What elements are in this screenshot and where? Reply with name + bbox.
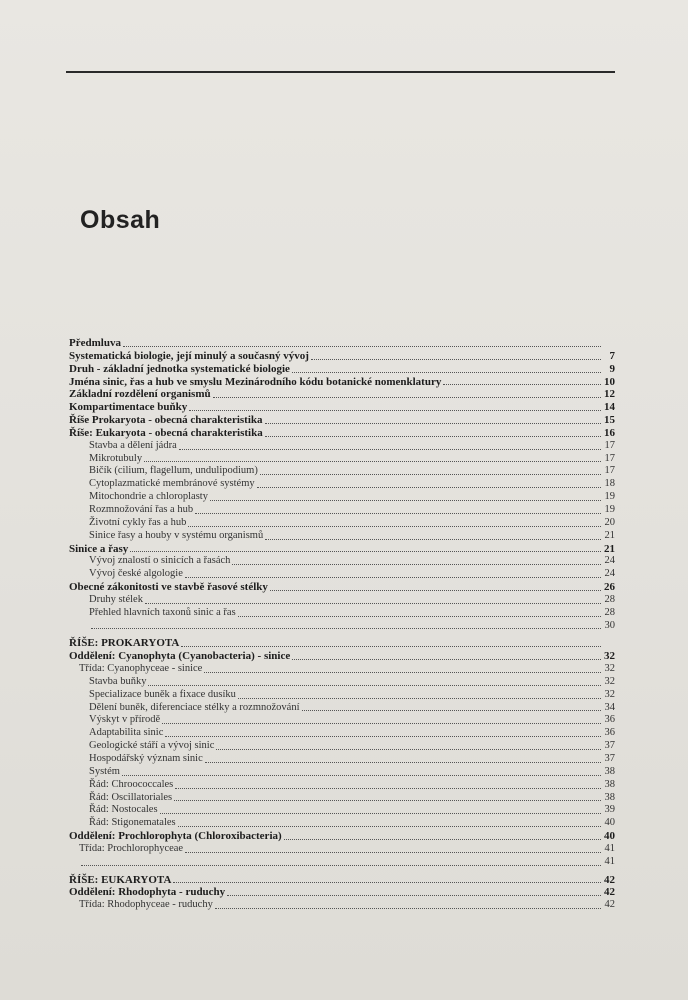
toc-entry-title: Mitochondrie a chloroplasty bbox=[89, 491, 208, 503]
toc-entry bbox=[69, 414, 615, 427]
toc-entry-title: Třída: Cyanophyceae - sinice bbox=[79, 663, 203, 675]
toc-leader-dots bbox=[257, 487, 601, 488]
toc-entry-page: 42 bbox=[604, 873, 615, 886]
toc-entry-page: 32 bbox=[604, 675, 615, 687]
toc-entry-title: Specializace buněk a fixace dusíku bbox=[89, 688, 236, 700]
toc-entry bbox=[69, 465, 615, 478]
toc-leader-dots bbox=[265, 423, 602, 424]
toc-entry-page: 17 bbox=[604, 452, 615, 464]
toc-entry bbox=[69, 843, 615, 856]
toc-entry-page: 17 bbox=[604, 439, 615, 451]
toc-entry-title: Životní cykly řas a hub bbox=[89, 516, 187, 528]
toc-leader-dots bbox=[216, 749, 601, 750]
toc-leader-dots bbox=[311, 359, 601, 360]
toc-entry-title: Bičík (cilium, flagellum, undulipodium) bbox=[89, 465, 258, 477]
toc-leader-dots bbox=[175, 788, 601, 789]
toc-entry bbox=[69, 727, 615, 740]
toc-leader-dots bbox=[238, 698, 601, 699]
toc-entry bbox=[69, 899, 615, 912]
toc-entry-page: 14 bbox=[604, 401, 615, 414]
toc-entry bbox=[69, 350, 615, 363]
toc-entry-title: Dělení buněk, diferenciace stélky a rozmnožování bbox=[89, 701, 300, 713]
toc-leader-dots bbox=[238, 616, 601, 617]
toc-leader-dots bbox=[123, 346, 601, 347]
toc-entry bbox=[69, 702, 615, 715]
toc-entry-page: 36 bbox=[604, 727, 615, 739]
toc-leader-dots bbox=[178, 826, 601, 827]
toc-entry-title: Sinice řasy a houby v systému organismů bbox=[89, 529, 264, 541]
toc-entry-title: Sinice a řasy bbox=[69, 542, 129, 555]
toc-entry-page: 16 bbox=[604, 426, 615, 439]
toc-entry bbox=[69, 804, 615, 817]
toc-leader-dots bbox=[260, 474, 601, 475]
toc-entry-page: 9 bbox=[609, 362, 615, 375]
toc-entry bbox=[69, 792, 615, 805]
toc-entry bbox=[69, 517, 615, 530]
toc-leader-dots bbox=[130, 551, 601, 552]
toc-entry-page: 21 bbox=[604, 542, 615, 555]
toc-entry-title: Kompartimentace buňky bbox=[69, 401, 188, 414]
toc-entry bbox=[69, 766, 615, 779]
toc-entry bbox=[69, 607, 615, 620]
toc-entry bbox=[69, 817, 615, 830]
toc-entry-title: Řád: Oscillatoriales bbox=[89, 791, 173, 803]
toc-entry bbox=[69, 650, 615, 663]
toc-leader-dots bbox=[81, 865, 601, 866]
toc-leader-dots bbox=[181, 646, 601, 647]
toc-leader-dots bbox=[145, 603, 601, 604]
toc-leader-dots bbox=[232, 564, 601, 565]
toc-entry-page: 40 bbox=[604, 830, 615, 843]
toc-entry bbox=[69, 337, 615, 350]
toc-entry-page: 19 bbox=[604, 503, 615, 515]
toc-leader-dots bbox=[195, 513, 601, 514]
toc-entry-page: 21 bbox=[604, 529, 615, 541]
toc-entry-title: Říše: Eukaryota - obecná charakteristika bbox=[69, 426, 263, 439]
toc-entry bbox=[69, 676, 615, 689]
toc-entry-page: 24 bbox=[604, 555, 615, 567]
toc-entry-title: Vývoj české algologie bbox=[89, 568, 183, 580]
toc-entry-title: Geologické stáří a vývoj sinic bbox=[89, 740, 215, 752]
toc-entry bbox=[69, 594, 615, 607]
toc-entry bbox=[69, 886, 615, 899]
toc-entry-page: 42 bbox=[604, 899, 615, 911]
toc-entry-title: Stavba a dělení jádra bbox=[89, 439, 177, 451]
toc-entry bbox=[69, 491, 615, 504]
toc-entry-title: Obecné zákonitosti ve stavbě řasové stélky bbox=[69, 581, 268, 594]
toc-entry-page: 28 bbox=[604, 593, 615, 605]
toc-entry-page: 38 bbox=[604, 778, 615, 790]
toc-entry bbox=[69, 714, 615, 727]
toc-entry-page: 41 bbox=[604, 855, 615, 867]
toc-entry bbox=[69, 856, 615, 869]
toc-entry bbox=[69, 440, 615, 453]
toc-entry bbox=[69, 581, 615, 594]
toc-entry bbox=[69, 363, 615, 376]
toc-leader-dots bbox=[185, 852, 601, 853]
toc-leader-dots bbox=[148, 685, 601, 686]
toc-entry-title: Řád: Stigonematales bbox=[89, 817, 176, 829]
toc-leader-dots bbox=[215, 908, 601, 909]
toc-leader-dots bbox=[205, 762, 601, 763]
toc-entry-title: ŘÍŠE: PROKARYOTA bbox=[69, 637, 180, 650]
toc-leader-dots bbox=[173, 882, 601, 883]
toc-entry bbox=[69, 620, 615, 633]
toc-entry-title: Výskyt v přírodě bbox=[89, 714, 161, 726]
toc-leader-dots bbox=[174, 800, 601, 801]
toc-entry-title: Řád: Chroococcales bbox=[89, 778, 174, 790]
toc-entry-title: Stavba buňky bbox=[89, 675, 147, 687]
toc-entry-page: 12 bbox=[604, 388, 615, 401]
toc-leader-dots bbox=[284, 839, 601, 840]
toc-entry-page: 41 bbox=[604, 842, 615, 854]
toc-entry-title: Hospodářský význam sinic bbox=[89, 753, 203, 764]
toc-leader-dots bbox=[265, 436, 601, 437]
toc-entry-title: Mikrotubuly bbox=[89, 452, 143, 464]
toc-leader-dots bbox=[189, 410, 601, 411]
toc-entry bbox=[69, 689, 615, 702]
toc-entry bbox=[69, 568, 615, 581]
toc-entry-page: 40 bbox=[604, 817, 615, 829]
toc-entry-page: 15 bbox=[604, 414, 615, 427]
toc-leader-dots bbox=[91, 628, 601, 629]
toc-entry-page: 28 bbox=[604, 606, 615, 618]
toc-entry-title: Druhy stélek bbox=[89, 593, 143, 605]
toc-entry-page: 32 bbox=[604, 688, 615, 700]
toc-entry bbox=[69, 555, 615, 568]
toc-leader-dots bbox=[144, 461, 601, 462]
toc-entry-page: 20 bbox=[604, 516, 615, 528]
toc-entry bbox=[69, 530, 615, 543]
toc-entry-page: 36 bbox=[604, 714, 615, 726]
toc-entry bbox=[69, 401, 615, 414]
toc-entry-title: Oddělení: Rhodophyta - ruduchy bbox=[69, 886, 226, 899]
toc-entry-title: Třída: Prochlorophyceae bbox=[79, 842, 184, 854]
toc-entry bbox=[69, 427, 615, 440]
toc-entry-title: Cytoplazmatické membránové systémy bbox=[89, 478, 255, 490]
toc-entry-title: Adaptabilita sinic bbox=[89, 727, 164, 739]
toc-entry-title: Vývoj znalostí o sinicích a řasách bbox=[89, 555, 231, 567]
toc-leader-dots bbox=[165, 736, 601, 737]
toc-entry-page: 37 bbox=[604, 740, 615, 752]
toc-entry-title: Oddělení: Prochlorophyta (Chloroxibacteria) bbox=[69, 830, 282, 843]
toc-entry-page: 39 bbox=[604, 804, 615, 816]
toc-entry-page: 32 bbox=[604, 663, 615, 675]
toc-leader-dots bbox=[292, 659, 601, 660]
toc-entry-page: 26 bbox=[604, 581, 615, 594]
toc-leader-dots bbox=[227, 895, 601, 896]
toc-entry-title: Systém bbox=[89, 765, 120, 777]
toc-entry bbox=[69, 376, 615, 389]
toc-entry-page: 17 bbox=[604, 465, 615, 477]
toc-entry-page: 32 bbox=[604, 650, 615, 663]
toc-leader-dots bbox=[302, 710, 602, 711]
toc-entry bbox=[69, 543, 615, 556]
toc-entry-page: 7 bbox=[609, 349, 615, 362]
toc-entry bbox=[69, 478, 615, 491]
toc-entry bbox=[69, 453, 615, 466]
toc-entry bbox=[69, 753, 615, 766]
toc-leader-dots bbox=[265, 539, 601, 540]
table-of-contents bbox=[69, 337, 615, 912]
header-rule bbox=[66, 71, 615, 73]
toc-entry bbox=[69, 388, 615, 401]
toc-leader-dots bbox=[188, 526, 601, 527]
toc-entry-page: 30 bbox=[604, 619, 615, 631]
toc-entry bbox=[69, 504, 615, 517]
toc-entry-page: 19 bbox=[604, 491, 615, 503]
toc-leader-dots bbox=[160, 813, 601, 814]
toc-entry-title: Systematická biologie, její minulý a současný vývoj bbox=[69, 349, 309, 362]
toc-entry-page: 18 bbox=[604, 478, 615, 490]
toc-entry-page: 38 bbox=[604, 765, 615, 777]
toc-leader-dots bbox=[443, 384, 601, 385]
toc-leader-dots bbox=[185, 577, 601, 578]
toc-entry bbox=[69, 740, 615, 753]
toc-entry-title: Oddělení: Cyanophyta (Cyanobacteria) - sinice bbox=[69, 650, 291, 663]
toc-entry-page: 37 bbox=[604, 753, 615, 764]
toc-entry-title: Řád: Nostocales bbox=[89, 804, 158, 816]
toc-entry-page: 34 bbox=[604, 701, 615, 713]
toc-entry bbox=[69, 779, 615, 792]
toc-entry-title: Jména sinic, řas a hub ve smyslu Mezinárodního kódu botanické nomenklatury bbox=[69, 375, 442, 388]
toc-leader-dots bbox=[204, 672, 601, 673]
page-title: Obsah bbox=[80, 206, 161, 234]
toc-entry bbox=[69, 663, 615, 676]
toc-entry-title: Rozmnožování řas a hub bbox=[89, 503, 194, 515]
toc-entry-page: 42 bbox=[604, 886, 615, 899]
toc-entry bbox=[69, 874, 615, 887]
toc-leader-dots bbox=[122, 775, 601, 776]
toc-entry-title: Třída: Rhodophyceae - ruduchy bbox=[79, 899, 213, 911]
toc-entry-title: ŘÍŠE: EUKARYOTA bbox=[69, 873, 172, 886]
toc-entry-title: Přehled hlavních taxonů sinic a řas bbox=[89, 606, 236, 618]
toc-leader-dots bbox=[270, 590, 601, 591]
toc-entry-title: Říše Prokaryota - obecná charakteristika bbox=[69, 414, 263, 427]
toc-entry-page: 10 bbox=[604, 375, 615, 388]
toc-entry-title: Předmluva bbox=[69, 337, 121, 349]
toc-leader-dots bbox=[162, 723, 601, 724]
toc-entry-title: Druh - základní jednotka systematické biologie bbox=[69, 362, 290, 375]
toc-leader-dots bbox=[179, 449, 601, 450]
toc-leader-dots bbox=[210, 500, 601, 501]
toc-entry bbox=[69, 830, 615, 843]
toc-entry bbox=[69, 637, 615, 650]
toc-leader-dots bbox=[292, 372, 601, 373]
toc-leader-dots bbox=[213, 397, 601, 398]
toc-entry-page: 24 bbox=[604, 568, 615, 580]
toc-entry-page: 38 bbox=[604, 791, 615, 803]
toc-entry-title: Základní rozdělení organismů bbox=[69, 388, 211, 401]
